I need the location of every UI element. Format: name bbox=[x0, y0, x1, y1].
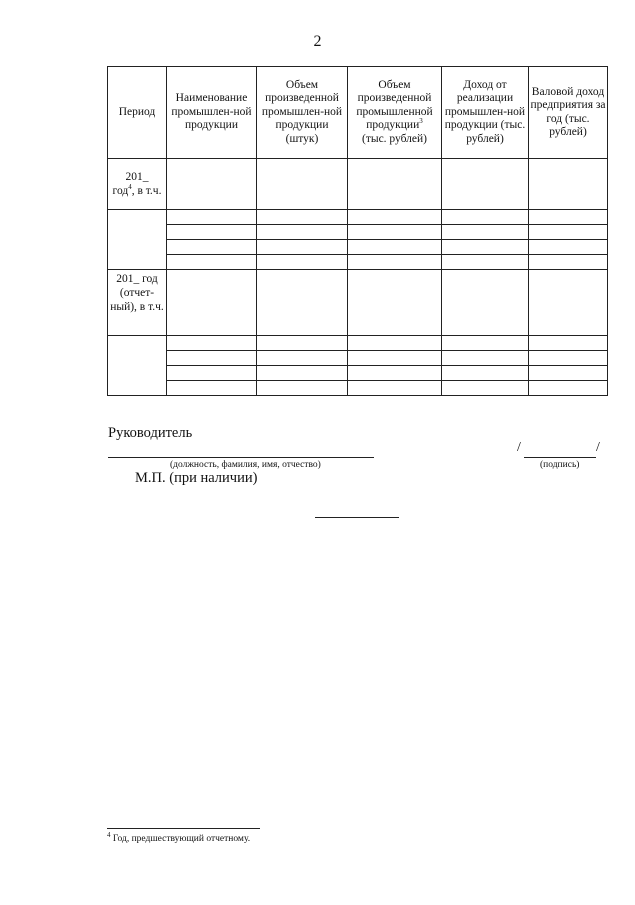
signature-slash-right: / bbox=[596, 440, 600, 455]
header-sales-income: Доход от реализации промышлен-ной продукции (тыс. рублей) bbox=[442, 67, 529, 159]
period-subrows-cell bbox=[108, 336, 167, 396]
table-cell bbox=[529, 210, 608, 225]
table-cell bbox=[167, 381, 257, 396]
header-gross-income: Валовой доход предприятия за год (тыс. рублей) bbox=[529, 67, 608, 159]
table-cell bbox=[257, 270, 348, 336]
footnote-divider bbox=[107, 828, 260, 829]
signature-line bbox=[524, 457, 596, 458]
footnote-marker-3: 3 bbox=[419, 117, 423, 126]
footnote-marker-4: 4 bbox=[128, 183, 132, 192]
table-cell bbox=[529, 255, 608, 270]
table-cell bbox=[257, 366, 348, 381]
table-row bbox=[108, 270, 608, 336]
table-cell bbox=[529, 240, 608, 255]
header-period: Период bbox=[108, 67, 167, 159]
table-cell bbox=[348, 255, 442, 270]
table-cell bbox=[348, 210, 442, 225]
period-subrows-cell bbox=[108, 210, 167, 270]
table-row bbox=[108, 366, 608, 381]
table-cell bbox=[529, 270, 608, 336]
table-cell bbox=[257, 210, 348, 225]
footnote-4 bbox=[107, 830, 251, 844]
table-cell bbox=[167, 210, 257, 225]
table-cell bbox=[348, 366, 442, 381]
table-cell bbox=[167, 366, 257, 381]
header-product-name: Наименование промышлен-ной продукции bbox=[167, 67, 257, 159]
table-cell bbox=[257, 381, 348, 396]
table-cell bbox=[529, 381, 608, 396]
table-header-row bbox=[108, 67, 608, 159]
table-cell bbox=[442, 336, 529, 351]
period-reporting-year: 201_ год (отчет-ный), в т.ч. bbox=[108, 270, 167, 336]
table-cell bbox=[442, 240, 529, 255]
table-row bbox=[108, 210, 608, 225]
table-row bbox=[108, 255, 608, 270]
table-row bbox=[108, 159, 608, 210]
signature-slash-left: / bbox=[517, 440, 521, 455]
table-cell bbox=[442, 351, 529, 366]
table-row bbox=[108, 225, 608, 240]
table-cell bbox=[257, 336, 348, 351]
table-row bbox=[108, 351, 608, 366]
stamp-placeholder: М.П. (при наличии) bbox=[135, 470, 258, 486]
table-cell bbox=[257, 351, 348, 366]
signature-caption: (подпись) bbox=[540, 460, 580, 470]
table-cell bbox=[348, 225, 442, 240]
table-cell bbox=[348, 336, 442, 351]
table-row bbox=[108, 240, 608, 255]
head-signature-label: Руководитель bbox=[108, 425, 193, 441]
table-cell bbox=[257, 159, 348, 210]
table-row bbox=[108, 336, 608, 351]
table-cell bbox=[257, 240, 348, 255]
table-cell bbox=[442, 381, 529, 396]
position-name-line bbox=[108, 457, 374, 458]
table-cell bbox=[348, 351, 442, 366]
table-cell bbox=[257, 255, 348, 270]
table-cell bbox=[167, 225, 257, 240]
table-cell bbox=[348, 381, 442, 396]
table-cell bbox=[442, 366, 529, 381]
table-cell bbox=[442, 159, 529, 210]
table-cell bbox=[167, 270, 257, 336]
header-volume-units: Объем произведенной промышлен-ной продукции (штук) bbox=[257, 67, 348, 159]
table-cell bbox=[257, 225, 348, 240]
position-name-caption: (должность, фамилия, имя, отчество) bbox=[170, 460, 321, 470]
report-table bbox=[107, 66, 608, 396]
period-previous-year: 201_ год$^4$, в т.ч. bbox=[108, 159, 167, 210]
page-number: 2 bbox=[313, 33, 322, 50]
table-cell bbox=[348, 240, 442, 255]
footnote-marker: 4 bbox=[107, 830, 111, 839]
table-cell bbox=[167, 159, 257, 210]
table-cell bbox=[529, 336, 608, 351]
table-cell bbox=[167, 255, 257, 270]
table-cell bbox=[529, 366, 608, 381]
end-divider bbox=[315, 517, 399, 518]
table-cell bbox=[348, 270, 442, 336]
table-cell bbox=[442, 255, 529, 270]
table-row bbox=[108, 381, 608, 396]
table-cell bbox=[167, 351, 257, 366]
table-cell bbox=[529, 351, 608, 366]
table-cell bbox=[442, 210, 529, 225]
table-cell bbox=[348, 159, 442, 210]
header-volume-rubles: Объем произведенной промышленной продукции$^3$ (тыс. рублей) bbox=[348, 67, 442, 159]
table-cell bbox=[167, 336, 257, 351]
table-cell bbox=[167, 240, 257, 255]
footnote-text: Год, предшествующий отчетному. bbox=[112, 834, 251, 844]
table-cell bbox=[529, 225, 608, 240]
table-cell bbox=[442, 270, 529, 336]
table-cell bbox=[529, 159, 608, 210]
table-cell bbox=[442, 225, 529, 240]
